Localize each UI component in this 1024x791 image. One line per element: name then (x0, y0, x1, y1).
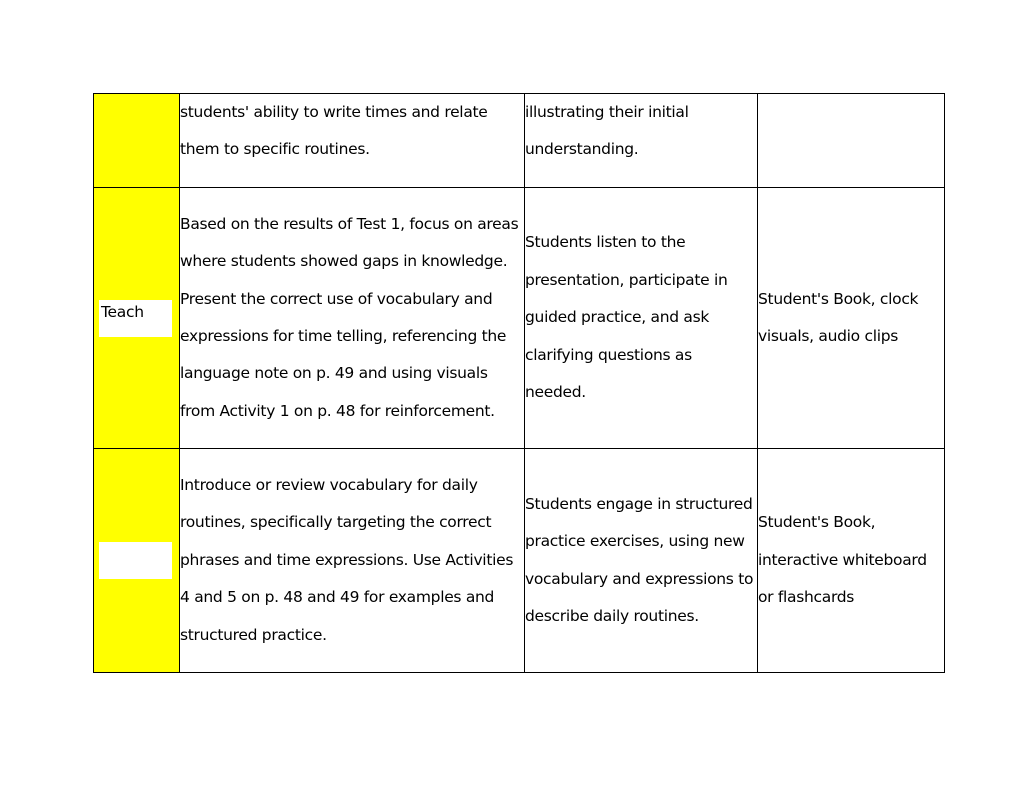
teacher-activity-text: students' ability to write times and relate them to specific routines. (180, 103, 488, 159)
student-activity-text: Students engage in structured practice exercises, using new vocabulary and expressions to describe daily routines. (525, 494, 754, 625)
resources-text: Student's Book, clock visuals, audio clips (758, 289, 919, 345)
teacher-activity-cell (180, 94, 525, 188)
teacher-activity-text: Introduce or review vocabulary for daily routines, specifically targeting the correct phrases and time expressions. Use Activities 4 and 5 on p. 48 and 49 for examples and structured practice. (180, 475, 514, 644)
stage-cell (94, 449, 180, 673)
resources-cell (758, 188, 945, 449)
stage-label (99, 542, 172, 579)
table-row (94, 188, 945, 449)
resources-cell (758, 94, 945, 188)
student-activity-cell (525, 188, 758, 449)
table-row (94, 94, 945, 188)
resources-text: Student's Book, interactive whiteboard or flashcards (758, 513, 927, 607)
teacher-activity-cell (180, 188, 525, 449)
student-activity-text: illustrating their initial understanding. (525, 103, 689, 159)
student-activity-cell (525, 449, 758, 673)
student-activity-text: Students listen to the presentation, participate in guided practice, and ask clarifying questions as needed. (525, 233, 728, 402)
teacher-activity-text: Based on the results of Test 1, focus on areas where students showed gaps in knowledge. Present the correct use of vocabulary and expressions for time telling, referencing the language note on p. 49 and using visuals from Activity 1 on p. 48 for reinforcement. (180, 214, 519, 420)
student-activity-cell (525, 94, 758, 188)
resources-cell (758, 449, 945, 673)
stage-label: Teach (99, 300, 172, 337)
stage-cell (94, 94, 180, 188)
table-row (94, 449, 945, 673)
teacher-activity-cell (180, 449, 525, 673)
stage-cell (94, 188, 180, 449)
lesson-plan-table (93, 93, 945, 673)
